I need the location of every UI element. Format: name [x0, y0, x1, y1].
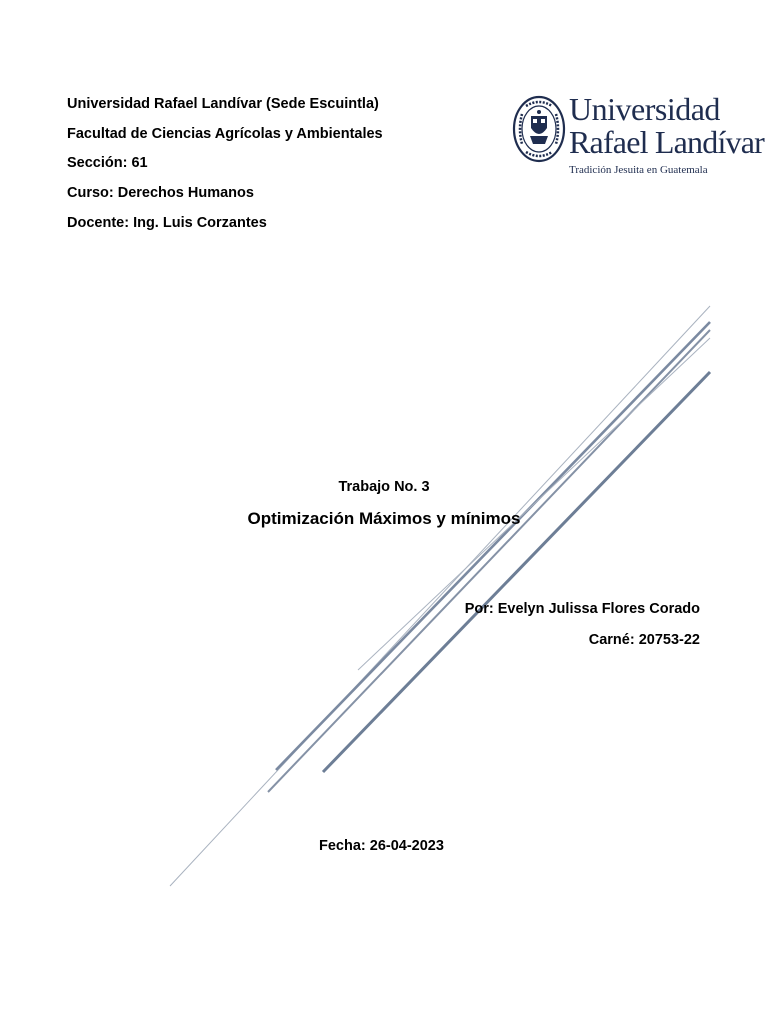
course-name: Curso: Derechos Humanos [67, 185, 254, 202]
student-id: Carné: 20753-22 [588, 632, 700, 648]
faculty-name: Facultad de Ciencias Agrícolas y Ambientales [67, 125, 383, 142]
author-name: Por: Evelyn Julissa Flores Corado [464, 601, 700, 617]
submission-date: Fecha: 26-04-2023 [319, 838, 444, 854]
logo-line-rafael-landivar: Rafael Landívar [569, 124, 765, 160]
deco-line-accent [323, 372, 710, 772]
logo-tagline: Tradición Jesuita en Guatemala [569, 164, 708, 176]
logo-line-universidad: Universidad [569, 91, 720, 127]
deco-line-thick-1 [276, 322, 710, 770]
section-number: Sección: 61 [67, 155, 148, 172]
deco-line-thin-2 [358, 338, 710, 670]
assignment-title: Optimización Máximos y mínimos [247, 509, 521, 528]
deco-line-thick-2 [268, 330, 710, 792]
instructor-name: Docente: Ing. Luis Corzantes [67, 214, 267, 231]
deco-line-thin-long [170, 306, 710, 886]
assignment-number: Trabajo No. 3 [338, 479, 430, 495]
university-name: Universidad Rafael Landívar (Sede Escuintla) [67, 96, 379, 112]
